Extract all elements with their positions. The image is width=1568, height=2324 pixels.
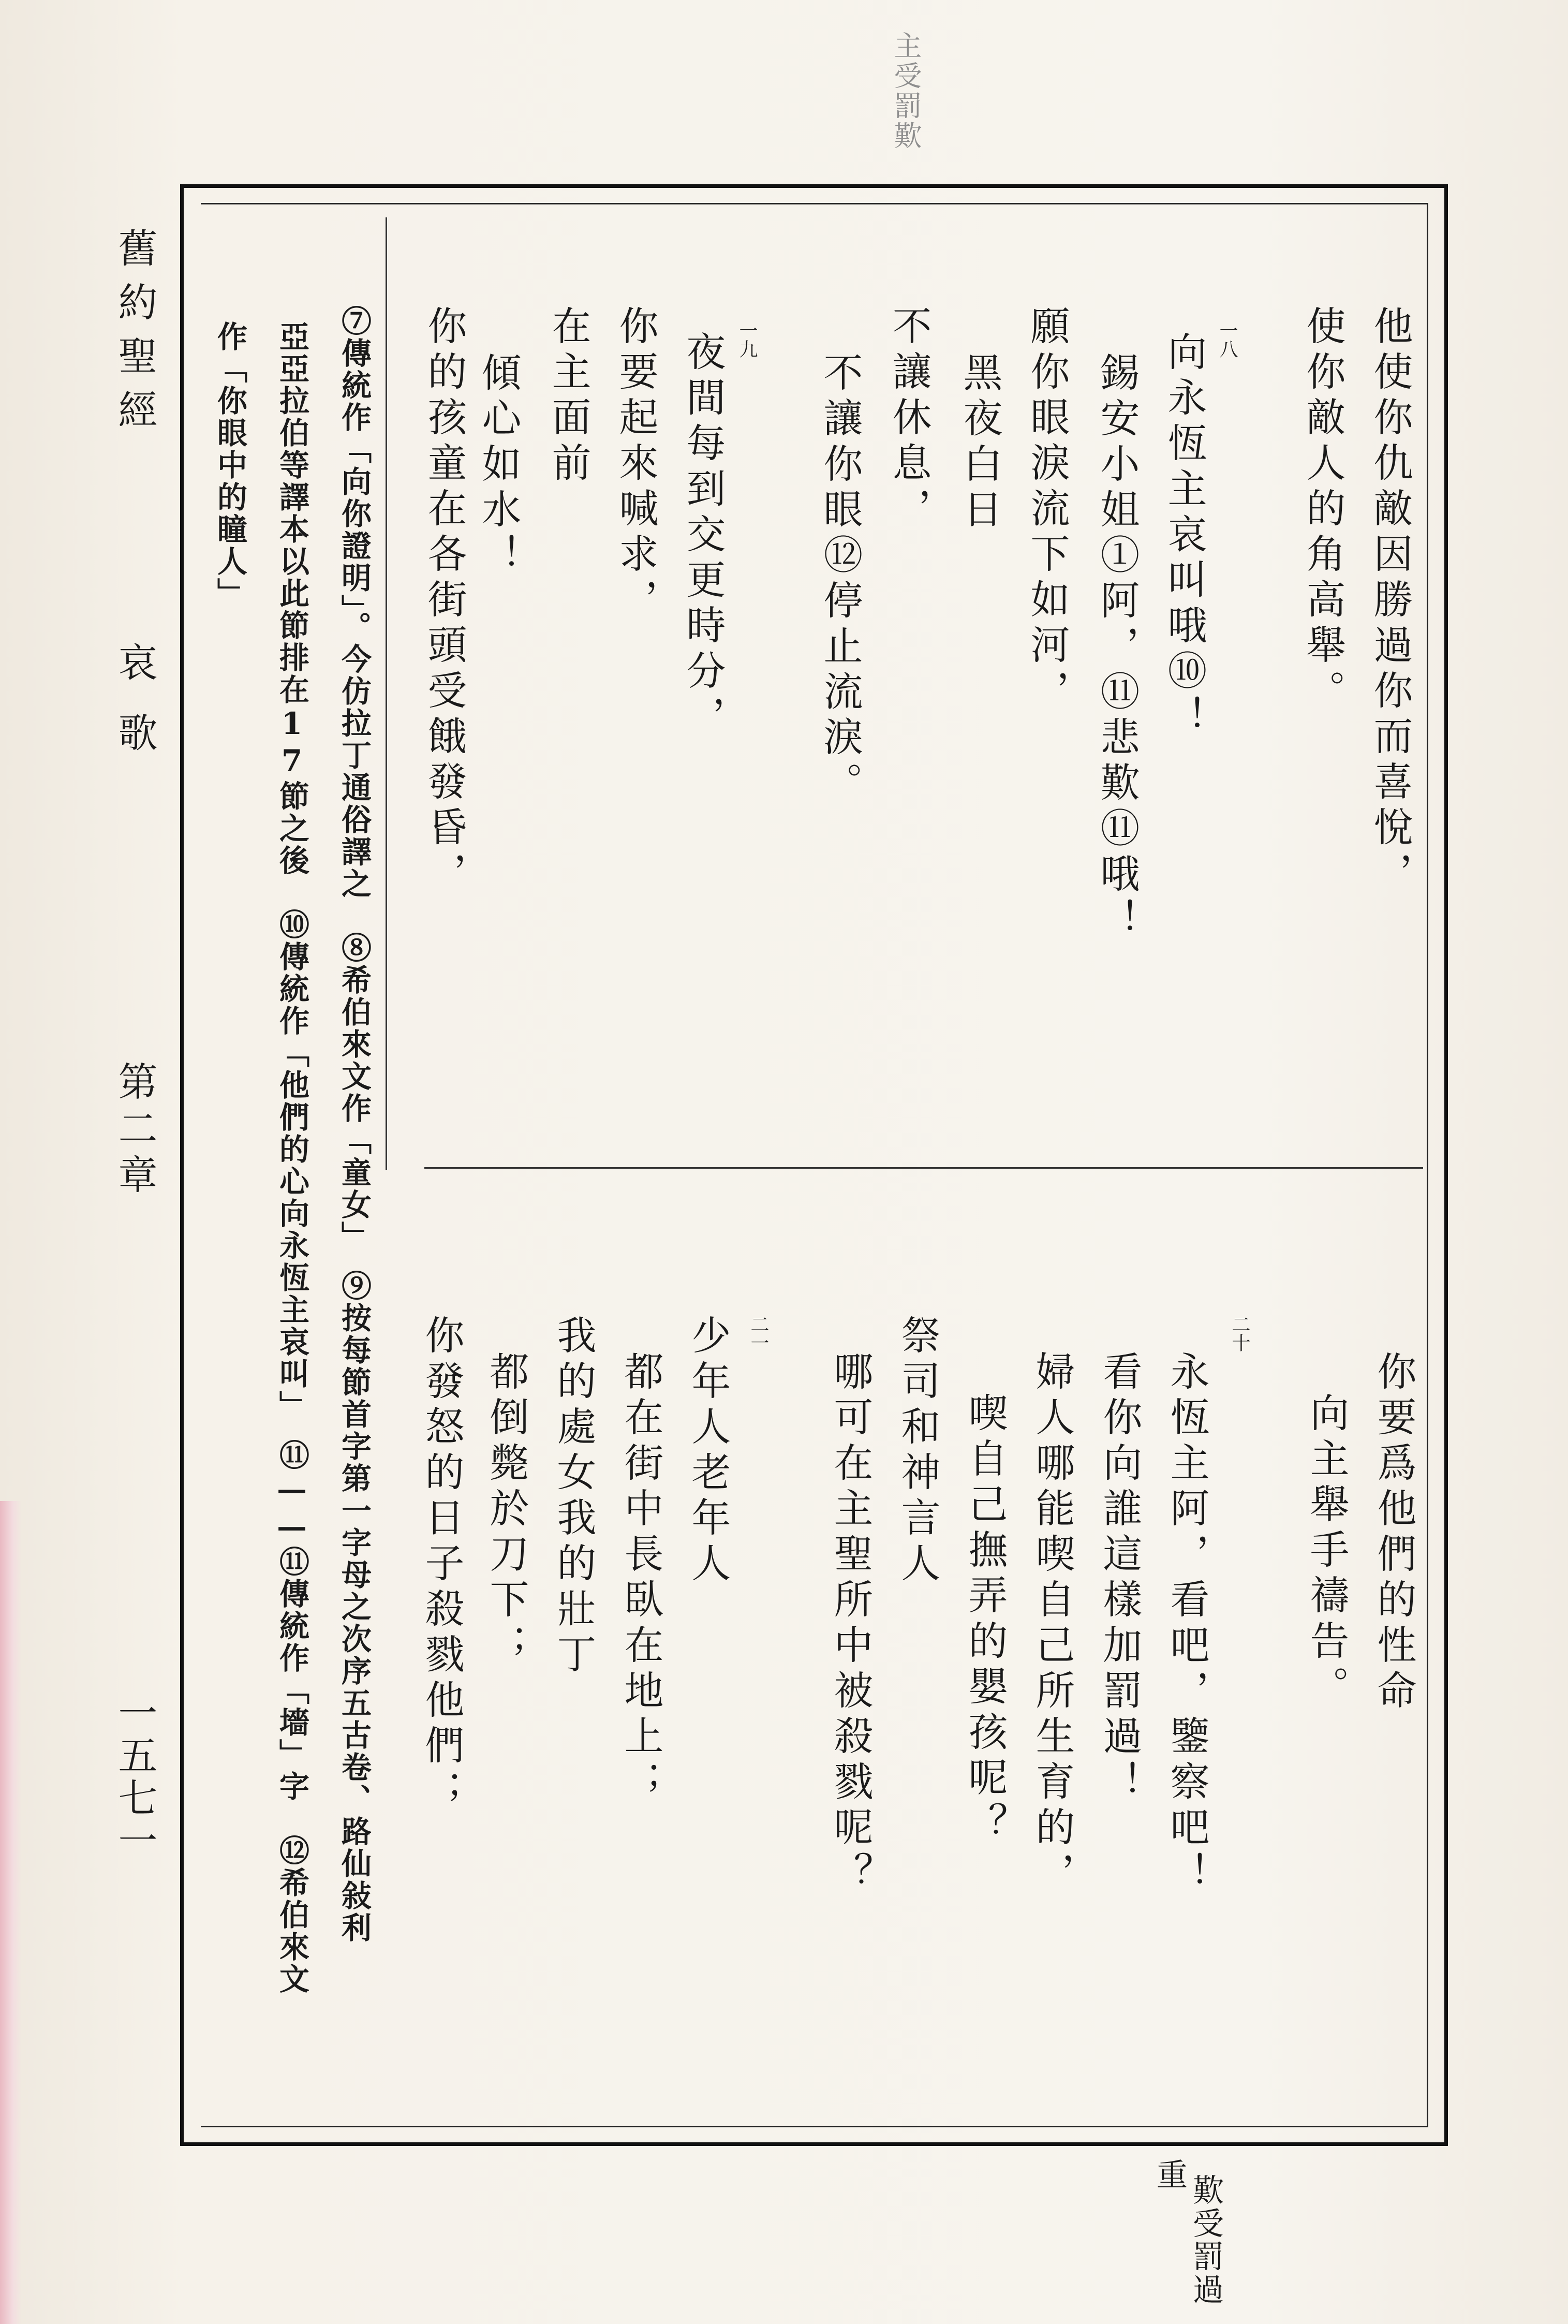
verse-line: 向永恆主哀叫哦⑩！ <box>1161 331 1207 741</box>
margin-note: 歎受罰過 <box>1188 2174 1224 2306</box>
verse-line: 喫自己撫弄的嬰孩呢？ <box>962 1392 1008 1848</box>
verse-line: 少年人老年人 <box>685 1315 731 1588</box>
verse-line: 願你眼淚流下如河， <box>1024 305 1070 715</box>
verse-line: 向主舉手禱告。 <box>1304 1392 1350 1711</box>
margin-note: 重 <box>1151 2158 1188 2191</box>
verse-line: 婦人哪能喫自己所生育的， <box>1029 1351 1075 1898</box>
verse-line: 都在街中長臥在地上； <box>618 1351 664 1806</box>
footnote-column: 亞亞拉伯等譯本以此節排在17節之後 ⑩傳統作「他們的心向永恆主哀叫」 ⑪——⑪傳統作「墻」字 ⑫希伯來文 <box>274 321 309 1995</box>
verse-line: 使你敵人的角高舉。 <box>1300 305 1346 715</box>
chapter-label: 第二章 <box>112 1061 158 1201</box>
verse-number: 二一 <box>748 1315 769 1352</box>
footnote-divider <box>386 217 387 1170</box>
verse-line: 在主面前 <box>545 305 591 488</box>
book-name: 哀歌 <box>112 642 158 783</box>
verse-line: 不讓休息， <box>886 305 932 533</box>
page-edge-stain <box>0 1501 22 2324</box>
verse-number: 一八 <box>1217 321 1238 358</box>
verse-line: 哪可在主聖所中被殺戮呢？ <box>827 1351 874 1898</box>
verse-line: 我的處女我的壯丁 <box>551 1315 597 1679</box>
book-title: 舊約聖經 <box>112 228 158 443</box>
verse-line: 夜間每到交更時分， <box>680 331 726 741</box>
footnote-column: 作「你眼中的瞳人」 <box>212 321 247 610</box>
verse-line: 看你向誰這樣加罰過！ <box>1097 1351 1143 1806</box>
verse-line: 他使你仇敵因勝過你而喜悅， <box>1367 305 1413 898</box>
verse-line: 錫安小姐①阿，⑪悲歎⑪哦！ <box>1094 352 1140 944</box>
verse-line: 不讓你眼⑫停止流淚。 <box>817 352 863 807</box>
verse-line: 都倒斃於刀下； <box>483 1351 529 1670</box>
verse-number: 二十 <box>1229 1315 1250 1352</box>
verse-line: 祭司和神言人 <box>895 1315 941 1588</box>
verse-number: 一九 <box>736 321 758 358</box>
footnote-column: ⑦傳統作「向你證明」。今仿拉丁通俗譯之 ⑧希伯來文作「童女」 ⑨按每節首字第一字母之次序五古卷、路仙敍利 <box>336 305 372 1944</box>
verse-line: 你要起來喊求， <box>613 305 659 624</box>
verse-line: 傾心如水！ <box>476 352 522 580</box>
bleed-through-text: 主受罰歎 <box>890 31 922 151</box>
half-divider <box>424 1167 1423 1169</box>
verse-line: 你發怒的日子殺戮他們； <box>419 1315 465 1816</box>
verse-line: 你的孩童在各街頭受餓發昏， <box>421 305 467 898</box>
text-frame-inner <box>201 203 1428 2127</box>
verse-line: 永恆主阿，看吧，鑒察吧！ <box>1164 1351 1210 1898</box>
page-number: 一五七一 <box>112 1693 158 1862</box>
verse-line: 黑夜白日 <box>957 352 1003 534</box>
verse-line: 你要爲他們的性命 <box>1371 1351 1417 1715</box>
